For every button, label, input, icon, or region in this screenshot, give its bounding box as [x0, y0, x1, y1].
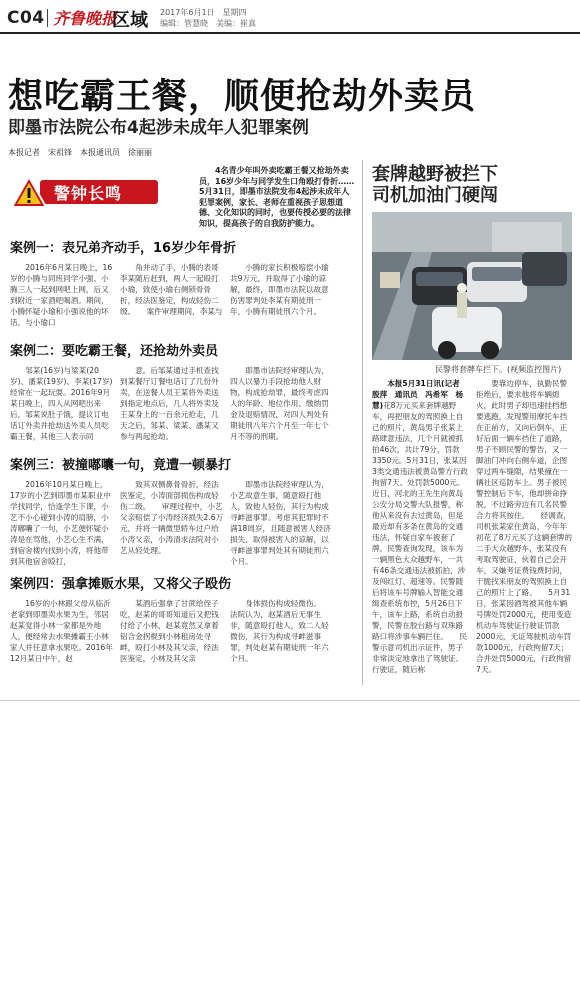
intro-paragraph: 4名青少年叫外卖吃霸王餐又抢劫外卖员，16岁少年与同学发生口角殴打骨折……5月31日，即墨市法院发布4起涉未成年人犯罪案例，家长、老师在重视孩子思想道德、文化知识的同时，也要传授必要的法律知识，提高孩子的自我防护能力。	[199, 166, 355, 228]
subheadline: 即墨市法院公布4起涉未成年人犯罪案例	[8, 118, 309, 138]
side-story-column	[372, 378, 476, 693]
header-divider	[47, 9, 48, 27]
traffic-stop-illustration	[372, 212, 572, 360]
column-divider	[362, 160, 363, 685]
side-story-title: 套牌越野被拦下	[372, 164, 498, 185]
case-paragraph: 某酒后强拿了甘蔗给侄子吃，赵某的哥哥知道后又把钱付给了小林，赵某竟然又拿着铝合金拐棍到小林租房处寻衅，殴打小林及其父亲，经法医鉴定，小林及其父亲	[120, 599, 219, 663]
header-rule	[0, 32, 580, 34]
warning-badge	[10, 175, 158, 208]
warning-icon	[10, 175, 48, 209]
case-paragraph: 身体损伤构成轻微伤。 法院认为，赵某酒后无事生非，随意殴打他人，致二人轻微伤，其行为构成寻衅滋事罪，判处赵某有期徒刑一年六个月。	[230, 599, 333, 663]
side-story-subtitle: 司机加油门硬闯	[372, 185, 498, 206]
editors-line: 编辑：管慧晓 美编：崔真	[160, 19, 256, 28]
bottom-rule	[0, 700, 580, 701]
photo-caption: 民警将套牌车拦下。(视频监控图片)	[435, 365, 562, 374]
case-title: 案例三：被撞嘟囔一句，竟遭一顿暴打	[10, 458, 232, 473]
case-paragraph: 即墨市法院经审理认为，四人以暴力手段抢劫他人财物，构成抢劫罪，最终考虑四人的年龄、地位作用、缴纳罚金及退赔情况，对四人判处有期徒刑八年六个月至一年七个月不等的刑期。	[230, 366, 329, 441]
date-line: 2017年6月1日 星期四	[160, 8, 247, 17]
side-story-lead: 本报5月31日讯(记者 殷萍 通讯员 冯希军 杨慧)	[372, 379, 468, 410]
case-paragraph: 小腾的家长积极赔偿小瑜共9万元，并取得了小瑜的谅解，最终，即墨市法院以故意伤害罪判处李某有期徒刑一年，小腾有期徒刑六个月。	[230, 263, 329, 316]
case-paragraph: 16岁的小林跟父母从临沂老家到即墨卖水果为生，邻居赵某觉得小林一家都是外地人，便经常去水果摊霸王小林家人并任意拿水果吃。2016年12月某日中午，赵	[10, 599, 113, 663]
news-photo	[372, 212, 572, 360]
case-title: 案例二：要吃霸王餐，还抢劫外卖员	[10, 344, 219, 359]
case-paragraph: 邹某(16岁)与梁某(20岁)、潘某(19岁)、李某(17岁)经常在一起玩耍。2016年9月某日晚上，四人从网吧出来后，邹某说肚子饿，提议订电话订外卖并抢劫送外卖人员吃霸王餐，其他三人表示同	[10, 366, 113, 441]
case-paragraph: 意。后邹某通过手机查找到某餐厅订餐电话订了几份外卖，在送餐人员王某将外卖送到指定地点后，几人将外卖及王某身上的一百余元抢走，几天之后，邹某、梁某、潘某又参与两起抢劫。	[120, 366, 219, 441]
case-title: 案例四：强拿摊贩水果，又将父子殴伤	[10, 577, 232, 592]
case-paragraph: 2016年6月某日晚上，16岁的小腾与同班同学小强、小腾三人一起到网吧上网，后又到附近一家酒吧喝酒。期间，小腾怀疑小瑜和小强说他的坏话，与小瑜口	[10, 263, 113, 327]
paper-logo: 齐鲁晚报	[53, 9, 118, 28]
side-story-column: 要靠边停车，执勤民警拒绝后，要求他将车辆熄火，此时男子却迅速挂档想要逃跑，发现警用摩托车挡在正前方，又向后倒车，正好后面一辆车挡住了道路，男子不顾民警的警告，又一脚油门冲向右侧车道，企图穿过两车缝隙，结果撞在一辆社区巡防车上。男子被民警控制后下车，他却拼命挣脱，不过路旁边有几名民警合力将其按住。 经调查，司机张某家住黄岛，今年年初花了8万元买了这辆套牌的二手大众越野车，张某没有考取驾驶证，伙着自己会开车，又嫌考证费钱费时间，干脆找来朋友的驾照换上自己的照片上了路。 5月31日，张某因酒驾被其他车辆号牌处罚2000元，使用变造机动车驾驶证行驶证罚款2000元，无证驾驶机动车罚款1000元，行政拘留7天；合并处罚5000元，行政拘留7天。	[476, 379, 572, 674]
byline: 本报记者 宋祖锋 本报通讯员 徐丽丽	[8, 148, 152, 157]
case-paragraph: 即墨市法院经审理认为，小艺故意生事，随意殴打他人，致他人轻伤，其行为构成寻衅滋事罪。考虑其犯罪时不满18周岁，且随意被害人经济损失、取得被害人的谅解，以寻衅滋事罪判处其有期徒刑六个月。	[230, 480, 331, 566]
case-paragraph: 致其双侧鼻骨骨折，经法医鉴定，小涛面部损伤构成轻伤二级。 审理过程中，小艺父亲赔偿了小涛经济损失2.6万元，并将一辆微型轿车过户给小涛父亲，小涛清求法院对小艺从轻处理。	[120, 480, 224, 555]
case-title: 案例一：表兄弟齐动手，16岁少年骨折	[10, 241, 237, 256]
case-paragraph: 2016年10月某日晚上，17岁的小艺到即墨市某职业中学找同学，恰逢学生下课，小艺不小心碰到小涛的肩膀，小涛嘟囔了一句，小艺便怀疑小涛是在骂他，小艺心生不满，到宿舍楼内找到小涛，将他带到其他宿舍殴打，	[10, 480, 111, 566]
side-story-body: 花8万元买来套牌越野车，再把朋友的驾照换上自己的照片，黄岛男子张某上路肆意违法，几个月就被抓拍46次，共计79分，罚款3350元。5月31日，张某因3类交通违法被黄岛警方行政拘留7天、处罚款5000元。 近日，河北的王先生向黄岛公安分局交警大队报警，称他从来没有去过黄岛，但是最近却有多条在黄岛的交通违法，怀疑自家车被套了牌。民警查询发现，该车为一辆黑色大众越野车，一共有46条交通违法被抓拍，涉及闯红灯、超速等。民警随后将该车号牌输入智能交通缉查系统布控，5月26日下午，该车上路，系统自动报警，民警在胶台路与双珠路路口将涉事车辆拦住。 民警示意司机出示证件，男子非常淡定地拿出了驾驶证、行驶证，随后称	[372, 401, 476, 674]
section-name: 区域	[112, 10, 148, 31]
badge-label: 警钟长鸣	[54, 184, 123, 203]
headline: 想吃霸王餐，顺便抢劫外卖员	[8, 77, 477, 117]
case-paragraph: 角并动了手，小腾的表哥李某随后赶到，两人一起殴打小瑜，致使小瑜右侧锁骨骨折，经法医鉴定，构成轻伤二级。 案件审理期间，李某与	[120, 263, 223, 316]
page-code: C04	[7, 8, 45, 28]
